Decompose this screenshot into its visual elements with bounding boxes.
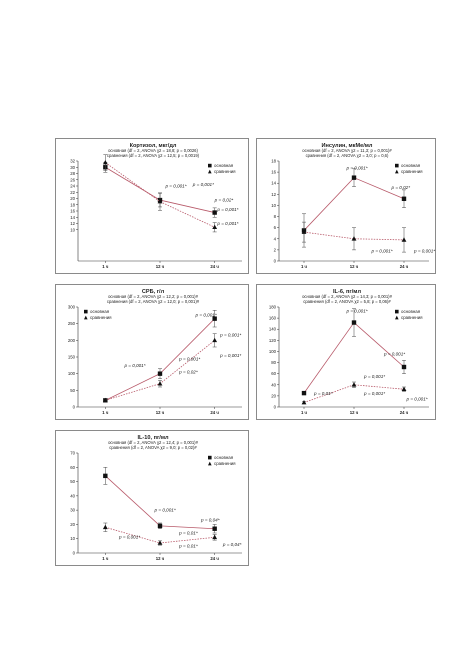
- annotation-label: p = 0,001*: [364, 390, 386, 396]
- x-tick-label: 1 ч: [102, 264, 109, 269]
- y-tick-label: 100: [268, 348, 276, 354]
- x-tick-label: 24 ч: [399, 264, 409, 269]
- y-tick-label: 30: [70, 164, 75, 170]
- y-tick-label: 250: [67, 321, 75, 327]
- legend-label: сравнения: [401, 315, 423, 320]
- data-point-square: [352, 175, 356, 179]
- x-tick-label: 12 ч: [155, 264, 165, 269]
- y-tick-label: 120: [268, 337, 276, 343]
- legend-label: сравнения: [90, 315, 112, 320]
- legend-label: основная: [401, 163, 421, 168]
- legend-swatch-square: [395, 164, 399, 168]
- y-tick-label: 6: [273, 225, 276, 231]
- annotation-label: p = 0,001*: [165, 183, 187, 189]
- legend-label: основная: [214, 455, 234, 460]
- chart-panel-insulin: [256, 138, 436, 274]
- y-tick-label: 16: [271, 169, 276, 175]
- x-tick-label: 24 ч: [210, 264, 219, 269]
- annotation-label: p = 0,001*: [124, 363, 146, 368]
- annotation-label: p = 0,01*: [179, 543, 198, 549]
- chart-panel-crp: [55, 284, 249, 420]
- data-point-square: [212, 210, 216, 214]
- annotation-label: p = 0,02*: [391, 184, 411, 190]
- y-tick-label: 50: [70, 479, 75, 485]
- y-tick-label: 50: [70, 387, 75, 393]
- data-point-triangle: [402, 387, 407, 391]
- chart-title: IL-6, пг/мл: [332, 289, 362, 295]
- chart-subtitle-line: сравнения (df = 2, ANOVA χ2 = 9,0; p = 0,02)#: [109, 445, 197, 450]
- annotation-label: p = 0,001*: [217, 221, 239, 227]
- chart-svg: [56, 285, 250, 421]
- x-tick-label: 1 ч: [300, 264, 308, 269]
- y-tick-label: 0: [273, 258, 276, 264]
- chart-subtitle-line: сравнения (df = 2, ANOVA χ2 = 12,0; p = 0,001)#: [106, 299, 200, 304]
- x-tick-label: 24 ч: [399, 410, 409, 415]
- y-tick-label: 180: [268, 304, 276, 310]
- legend-label: сравнения: [214, 169, 236, 174]
- y-tick-label: 20: [70, 521, 75, 527]
- chart-subtitle-line: основная (df = 2, ANOVA χ2 = 12,2; p = 0,001)#: [108, 294, 198, 299]
- data-point-triangle: [302, 400, 307, 404]
- chart-panel-il10: [55, 430, 249, 566]
- legend-swatch-triangle: [84, 316, 88, 320]
- y-tick-label: 70: [70, 450, 75, 456]
- chart-panel-cortisol: [55, 138, 249, 274]
- y-tick-label: 20: [70, 196, 75, 201]
- data-point-square: [158, 524, 162, 528]
- y-tick-label: 300: [67, 304, 75, 310]
- data-point-square: [352, 320, 356, 324]
- y-tick-label: 60: [271, 371, 276, 377]
- chart-title: Инсулин, мкМе/мл: [321, 143, 373, 149]
- legend-swatch-square: [208, 456, 212, 460]
- data-point-triangle: [352, 382, 357, 386]
- data-point-triangle: [103, 525, 108, 529]
- y-tick-label: 32: [70, 158, 75, 164]
- y-tick-label: 160: [268, 315, 276, 321]
- data-point-triangle: [212, 338, 217, 342]
- y-tick-label: 0: [72, 550, 75, 556]
- legend-label: сравнения: [401, 169, 423, 174]
- y-tick-label: 4: [273, 236, 276, 242]
- legend-label: основная: [401, 309, 421, 314]
- legend-swatch-triangle: [395, 170, 399, 174]
- annotation-label: p = 0,001*: [364, 374, 386, 380]
- chart-subtitle-line: сравнения (df = 2, ANOVA χ2 = 12,5; p = 0,0019): [106, 153, 200, 158]
- chart-svg: [56, 431, 250, 567]
- annotation-label: p = 0,001*: [220, 353, 242, 358]
- data-point-triangle: [212, 225, 217, 229]
- annotation-label: p = 0,02*: [214, 197, 234, 203]
- y-tick-label: 80: [271, 360, 276, 366]
- x-tick-label: 12 ч: [349, 410, 359, 415]
- y-tick-label: 10: [70, 227, 75, 233]
- y-tick-label: 14: [271, 180, 276, 186]
- legend-swatch-square: [84, 310, 88, 314]
- annotation-label: p = 0,001*: [217, 207, 239, 212]
- chart-subtitle-line: основная (df = 2, ANOVA χ2 = 14,3; p = 0,001)#: [302, 294, 392, 299]
- legend-label: сравнения: [214, 461, 236, 466]
- annotation-label: p = 0,001*: [371, 248, 393, 254]
- x-tick-label: 1 ч: [102, 556, 109, 561]
- annotation-label: p = 0,01*: [179, 530, 198, 536]
- y-tick-label: 2: [273, 247, 276, 253]
- legend-swatch-triangle: [208, 462, 212, 466]
- y-tick-label: 18: [271, 158, 276, 164]
- chart-title: IL-10, пг/мл: [137, 435, 169, 441]
- y-tick-label: 8: [273, 214, 276, 220]
- y-tick-label: 22: [70, 189, 75, 195]
- chart-svg: [257, 285, 437, 421]
- chart-title: СРБ, г/л: [141, 289, 165, 295]
- data-point-square: [103, 474, 107, 478]
- y-tick-label: 26: [70, 177, 75, 183]
- y-tick-label: 16: [70, 208, 75, 214]
- legend-label: основная: [90, 309, 110, 314]
- legend-swatch-square: [395, 310, 399, 314]
- y-tick-label: 40: [70, 493, 75, 499]
- x-tick-label: 24 ч: [210, 410, 219, 415]
- x-tick-label: 12 ч: [349, 264, 359, 269]
- annotation-label: p = 0,001*: [406, 396, 428, 402]
- chart-svg: [56, 139, 250, 275]
- x-tick-label: 24 ч: [210, 556, 219, 561]
- data-point-square: [158, 371, 162, 375]
- y-tick-label: 0: [72, 404, 75, 410]
- x-tick-label: 1 ч: [102, 410, 109, 415]
- annotation-label: p = 0,001*: [195, 312, 217, 318]
- y-tick-label: 150: [67, 354, 75, 360]
- data-point-square: [402, 197, 406, 201]
- series-line: [105, 476, 214, 529]
- y-tick-label: 100: [67, 371, 75, 377]
- annotation-label: p = 0,001*: [119, 534, 141, 540]
- data-point-square: [212, 527, 216, 531]
- chart-subtitle-line: основная (df = 2, ANOVA χ2 = 11,3; p = 0,001)#: [302, 148, 392, 153]
- y-tick-label: 0: [273, 404, 276, 410]
- data-point-triangle: [212, 535, 217, 539]
- legend-swatch-triangle: [208, 170, 212, 174]
- annotation-label: p = 0,001*: [346, 165, 368, 171]
- annotation-label: p = 0,001*: [384, 351, 406, 357]
- annotation-label: p = 0,02*: [179, 369, 198, 375]
- x-tick-label: 1 ч: [300, 410, 308, 415]
- data-point-triangle: [158, 381, 163, 385]
- annotation-label: p = 0,001*: [179, 356, 201, 362]
- y-tick-label: 20: [271, 393, 276, 399]
- chart-title: Кортизол, мкг/дл: [129, 143, 177, 149]
- y-tick-label: 140: [268, 326, 276, 332]
- x-tick-label: 12 ч: [155, 410, 165, 415]
- y-tick-label: 12: [70, 221, 75, 226]
- y-tick-label: 12: [271, 191, 276, 197]
- chart-subtitle-line: основная (df = 2, ANOVA χ2 = 12,4; p = 0,001)#: [108, 440, 198, 445]
- y-tick-label: 200: [67, 337, 75, 343]
- annotation-label: p = 0,04*: [222, 541, 242, 547]
- legend-swatch-triangle: [395, 316, 399, 320]
- y-tick-label: 10: [271, 202, 276, 208]
- chart-subtitle-line: сравнения (df = 2, ANOVA χ2 = 3,0; p = 0,6): [305, 153, 389, 158]
- legend-label: основная: [214, 163, 234, 168]
- chart-svg: [257, 139, 437, 275]
- y-tick-label: 10: [70, 536, 75, 542]
- y-tick-label: 60: [70, 464, 75, 470]
- annotation-label: p = 0,001*: [220, 332, 242, 338]
- y-tick-label: 14: [70, 214, 75, 220]
- y-tick-label: 18: [70, 202, 75, 208]
- chart-subtitle-line: основная (df = 2, ANOVA χ2 = 18,8; p = 0,0026): [108, 148, 198, 153]
- chart-subtitle-line: сравнения (df = 2, ANOVA χ2 = 5,8; p = 0,06)#: [303, 299, 391, 304]
- annotation-label: p = 0,01*: [314, 390, 333, 396]
- annotation-label: p = 0,001*: [154, 507, 176, 513]
- y-tick-label: 30: [70, 507, 75, 513]
- annotation-label: p = 0,001*: [414, 248, 436, 254]
- data-point-triangle: [402, 237, 407, 241]
- data-point-square: [402, 365, 406, 369]
- legend-swatch-square: [208, 164, 212, 168]
- annotation-label: p = 0,04*: [201, 517, 220, 523]
- x-tick-label: 12 ч: [155, 556, 165, 561]
- chart-panel-il6: [256, 284, 436, 420]
- data-point-square: [302, 391, 306, 395]
- y-tick-label: 28: [70, 171, 75, 176]
- y-tick-label: 24: [70, 183, 75, 189]
- y-tick-label: 40: [271, 382, 276, 388]
- annotation-label: p = 0,001*: [346, 308, 368, 314]
- annotation-label: p = 0,001*: [192, 182, 214, 187]
